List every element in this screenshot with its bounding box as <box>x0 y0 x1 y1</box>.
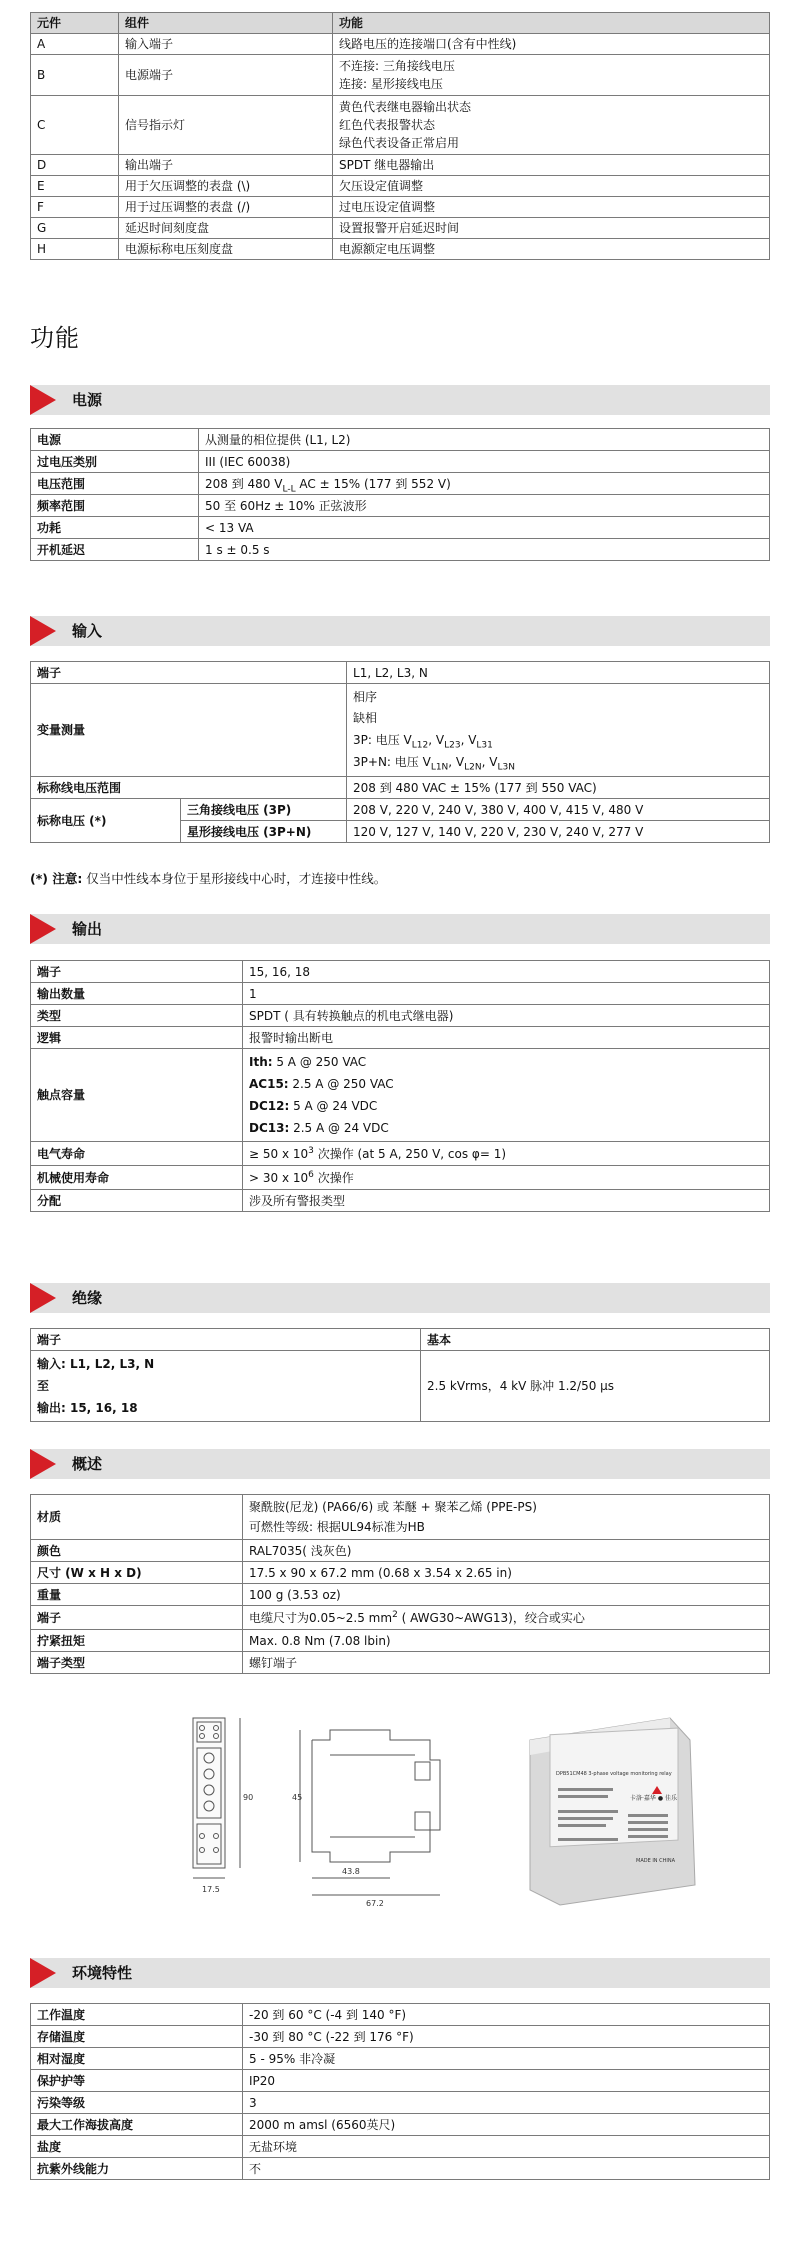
contact-line <box>249 1117 763 1139</box>
func-line: 不连接: 三角接线电压 <box>339 59 455 73</box>
text: , V <box>481 755 498 769</box>
cell-part: 信号指示灯 <box>119 96 333 155</box>
row-label: 电压范围 <box>31 473 199 495</box>
table-row <box>31 799 770 821</box>
subscript: L-L <box>282 483 296 494</box>
ins-line: 至 <box>37 1379 50 1393</box>
row-label: 过电压类别 <box>31 451 199 473</box>
table-row <box>31 2026 770 2048</box>
row-label: 端子类型 <box>31 1652 243 1674</box>
contact-line <box>249 1095 763 1117</box>
red-arrow-icon <box>30 385 56 415</box>
measure-line <box>353 751 763 773</box>
row-label: 标称电压 (*) <box>31 799 181 843</box>
input-table <box>30 661 770 843</box>
row-value: 涉及所有警报类型 <box>243 1190 770 1212</box>
row-value: 不 <box>243 2158 770 2180</box>
func-line: 连接: 星形接线电压 <box>339 77 443 91</box>
table-row <box>31 2114 770 2136</box>
contact-val: 2.5 A @ 250 VAC <box>288 1077 394 1091</box>
table-row <box>31 451 770 473</box>
row-label: 端子 <box>31 662 347 684</box>
cell-func: 欠压设定值调整 <box>333 176 770 197</box>
contact-val: 2.5 A @ 24 VDC <box>289 1121 389 1135</box>
text: ( AWG30~AWG13)，绞合或实心 <box>397 1610 585 1625</box>
col-header: 基本 <box>421 1329 770 1351</box>
text: ≥ 50 x 10 <box>249 1146 309 1161</box>
cell-part: 电源标称电压刻度盘 <box>119 239 333 260</box>
row-label: 逻辑 <box>31 1027 243 1049</box>
table-row <box>31 155 770 176</box>
table-row <box>31 2092 770 2114</box>
page-title: 功能 <box>30 324 80 352</box>
material-line: 聚酰胺(尼龙) (PA66/6) 或 苯醚 + 聚苯乙烯 (PPE-PS) <box>249 1500 537 1514</box>
table-row <box>31 2158 770 2180</box>
cell-id: A <box>31 34 119 55</box>
table-row <box>31 197 770 218</box>
subscript: L23 <box>444 740 461 751</box>
col-header: 元件 <box>31 13 119 34</box>
row-value: 螺钉端子 <box>243 1652 770 1674</box>
row-value: Max. 0.8 Nm (7.08 lbin) <box>243 1630 770 1652</box>
row-label: 输出数量 <box>31 983 243 1005</box>
section-header-output <box>30 914 770 944</box>
row-value: 无盐环境 <box>243 2136 770 2158</box>
table-row <box>31 662 770 684</box>
row-value: 1 s ± 0.5 s <box>199 539 770 561</box>
row-value <box>243 1495 770 1540</box>
row-value: SPDT ( 具有转换触点的机电式继电器) <box>243 1005 770 1027</box>
table-row <box>31 2136 770 2158</box>
text: 次操作 <box>313 1170 354 1185</box>
cell-id: F <box>31 197 119 218</box>
table-row <box>31 1540 770 1562</box>
cell-func: 电源额定电压调整 <box>333 239 770 260</box>
func-line: 黄色代表继电器输出状态 <box>339 100 472 114</box>
insulation-table <box>30 1328 770 1422</box>
table-row <box>31 1606 770 1630</box>
row-label: 开机延迟 <box>31 539 199 561</box>
table-row <box>31 34 770 55</box>
red-arrow-icon <box>30 1449 56 1479</box>
table-row <box>31 2070 770 2092</box>
table-row <box>31 218 770 239</box>
row-label: 污染等级 <box>31 2092 243 2114</box>
row-value: 208 V, 220 V, 240 V, 380 V, 400 V, 415 V, 480 V <box>347 799 770 821</box>
text: 次操作 (at 5 A, 250 V, cos φ= 1) <box>313 1146 507 1161</box>
table-row <box>31 1027 770 1049</box>
cell-part: 输出端子 <box>119 155 333 176</box>
table-row <box>31 961 770 983</box>
superscript: 2 <box>392 1609 398 1620</box>
table-header-row <box>31 13 770 34</box>
func-line: 绿色代表设备正常启用 <box>339 136 460 150</box>
table-row <box>31 1495 770 1540</box>
row-value: -30 到 80 °C (-22 到 176 °F) <box>243 2026 770 2048</box>
cell-part: 用于欠压调整的表盘 (\) <box>119 176 333 197</box>
front-view-drawing <box>193 1718 240 1878</box>
text: , V <box>428 733 445 747</box>
cell-id: C <box>31 96 119 155</box>
overview-table <box>30 1494 770 1674</box>
section-header-insulation <box>30 1283 770 1313</box>
product-brand: 卡洛·嘉华 ● 佳乐 <box>630 1795 677 1802</box>
row-label: 电气寿命 <box>31 1142 243 1166</box>
cell-part: 用于过压调整的表盘 (/) <box>119 197 333 218</box>
row-value: 208 到 480 VAC ± 15% (177 到 550 VAC) <box>347 777 770 799</box>
output-table <box>30 960 770 1212</box>
cell-id: G <box>31 218 119 239</box>
contact-key: Ith: <box>249 1055 273 1069</box>
contact-key: DC12: <box>249 1099 290 1113</box>
row-value: 2.5 kVrms，4 kV 脉冲 1.2/50 μs <box>421 1351 770 1422</box>
red-arrow-icon <box>30 914 56 944</box>
contact-key: AC15: <box>249 1077 289 1091</box>
text: AC ± 15% (177 到 552 V) <box>295 476 451 491</box>
row-value: < 13 VA <box>199 517 770 539</box>
table-row <box>31 176 770 197</box>
section-header-input <box>30 616 770 646</box>
text: , V <box>448 755 465 769</box>
dim-width-label: 17.5 <box>202 1885 220 1894</box>
cell-func: SPDT 继电器输出 <box>333 155 770 176</box>
row-label: 颜色 <box>31 1540 243 1562</box>
row-label: 相对湿度 <box>31 2048 243 2070</box>
product-label-line: DPB51CM48 3-phase voltage monitoring relay <box>556 1771 672 1777</box>
red-arrow-icon <box>30 1958 56 1988</box>
row-label: 盐度 <box>31 2136 243 2158</box>
note-prefix: (*) 注意: <box>30 871 83 886</box>
product-origin: MADE IN CHINA <box>636 1858 676 1864</box>
row-label: 触点容量 <box>31 1049 243 1142</box>
cell-id: D <box>31 155 119 176</box>
section-title: 绝缘 <box>72 1289 103 1307</box>
contact-val: 5 A @ 250 VAC <box>272 1055 367 1069</box>
row-value: 5 - 95% 非冷凝 <box>243 2048 770 2070</box>
side-view-drawing <box>300 1730 440 1895</box>
table-row <box>31 684 770 777</box>
dim-depth2-label: 67.2 <box>366 1899 384 1908</box>
red-arrow-icon <box>30 1283 56 1313</box>
table-row <box>31 96 770 155</box>
table-row <box>31 1049 770 1142</box>
row-label: 尺寸 (W x H x D) <box>31 1562 243 1584</box>
product-photo <box>530 1718 695 1905</box>
table-row <box>31 239 770 260</box>
measure-line: 缺相 <box>353 711 378 725</box>
table-row <box>31 473 770 495</box>
row-label <box>31 1351 421 1422</box>
row-label: 机械使用寿命 <box>31 1166 243 1190</box>
section-header-power <box>30 385 770 415</box>
row-label: 分配 <box>31 1190 243 1212</box>
subscript: L12 <box>411 740 429 751</box>
subscript: L2N <box>464 762 482 773</box>
cell-id: E <box>31 176 119 197</box>
row-label: 电源 <box>31 429 199 451</box>
row-label: 端子 <box>31 1606 243 1630</box>
cell-part: 电源端子 <box>119 55 333 96</box>
cell-id: H <box>31 239 119 260</box>
section-title: 概述 <box>72 1455 103 1473</box>
row-label: 材质 <box>31 1495 243 1540</box>
table-row <box>31 1142 770 1166</box>
component-table <box>30 12 770 260</box>
text: 208 到 480 V <box>205 476 283 491</box>
row-value: 50 至 60Hz ± 10% 正弦波形 <box>199 495 770 517</box>
superscript: 3 <box>308 1145 314 1156</box>
col-header: 组件 <box>119 13 333 34</box>
contact-line <box>249 1073 763 1095</box>
row-label: 抗紫外线能力 <box>31 2158 243 2180</box>
row-label: 拧紧扭矩 <box>31 1630 243 1652</box>
drawing-svg <box>30 1700 770 1930</box>
row-label: 端子 <box>31 961 243 983</box>
table-row <box>31 1166 770 1190</box>
note-body: 仅当中性线本身位于星形接线中心时，才连接中性线。 <box>82 871 387 886</box>
section-title: 输入 <box>72 622 103 640</box>
table-row <box>31 1584 770 1606</box>
section-title: 环境特性 <box>72 1964 133 1982</box>
product-drawings <box>30 1700 770 1930</box>
cell-id: B <box>31 55 119 96</box>
text: > 30 x 10 <box>249 1170 309 1185</box>
row-label: 频率范围 <box>31 495 199 517</box>
row-value: 报警时输出断电 <box>243 1027 770 1049</box>
contact-val: 5 A @ 24 VDC <box>289 1099 378 1113</box>
table-row <box>31 1630 770 1652</box>
text: 电缆尺寸为0.05~2.5 mm <box>249 1610 393 1625</box>
row-value <box>243 1166 770 1190</box>
table-row <box>31 1562 770 1584</box>
row-value: 1 <box>243 983 770 1005</box>
row-value <box>243 1049 770 1142</box>
row-value <box>243 1606 770 1630</box>
environment-table <box>30 2003 770 2180</box>
table-row <box>31 2004 770 2026</box>
measure-line <box>353 729 763 751</box>
table-row <box>31 1652 770 1674</box>
row-value: 15, 16, 18 <box>243 961 770 983</box>
note-text <box>30 869 386 887</box>
ins-line: 输出: 15, 16, 18 <box>37 1401 138 1415</box>
row-value: 17.5 x 90 x 67.2 mm (0.68 x 3.54 x 2.65 in) <box>243 1562 770 1584</box>
cell-func: 线路电压的连接端口(含有中性线) <box>333 34 770 55</box>
row-value: RAL7035( 浅灰色) <box>243 1540 770 1562</box>
cell-part: 延迟时间刻度盘 <box>119 218 333 239</box>
cell-part: 输入端子 <box>119 34 333 55</box>
row-label: 功耗 <box>31 517 199 539</box>
cell-func <box>333 55 770 96</box>
table-row <box>31 55 770 96</box>
row-value: 100 g (3.53 oz) <box>243 1584 770 1606</box>
cell-func: 过电压设定值调整 <box>333 197 770 218</box>
row-label: 标称线电压范围 <box>31 777 347 799</box>
contact-key: DC13: <box>249 1121 290 1135</box>
table-row <box>31 2048 770 2070</box>
row-label: 工作温度 <box>31 2004 243 2026</box>
row-value: 从测量的相位提供 (L1, L2) <box>199 429 770 451</box>
row-sublabel: 星形接线电压 (3P+N) <box>181 821 347 843</box>
superscript: 6 <box>308 1169 314 1180</box>
row-value: 3 <box>243 2092 770 2114</box>
ins-line: 输入: L1, L2, L3, N <box>37 1357 155 1371</box>
text: 3P+N: 电压 V <box>353 755 431 769</box>
section-title: 电源 <box>72 391 103 409</box>
table-row <box>31 1351 770 1422</box>
row-label: 重量 <box>31 1584 243 1606</box>
text: 3P: 电压 V <box>353 733 412 747</box>
table-row <box>31 539 770 561</box>
row-label: 保护护等 <box>31 2070 243 2092</box>
subscript: L1N <box>430 762 449 773</box>
table-row <box>31 1005 770 1027</box>
row-label: 存储温度 <box>31 2026 243 2048</box>
table-row <box>31 495 770 517</box>
dim-depth1-label: 43.8 <box>342 1867 360 1876</box>
row-value: L1, L2, L3, N <box>347 662 770 684</box>
col-header: 功能 <box>333 13 770 34</box>
table-row <box>31 517 770 539</box>
row-value: IP20 <box>243 2070 770 2092</box>
cell-func <box>333 96 770 155</box>
row-value <box>347 684 770 777</box>
row-value <box>199 473 770 495</box>
table-row <box>31 983 770 1005</box>
section-title: 输出 <box>72 920 103 938</box>
contact-line <box>249 1051 763 1073</box>
row-label: 最大工作海拔高度 <box>31 2114 243 2136</box>
section-header-environment <box>30 1958 770 1988</box>
row-value: III (IEC 60038) <box>199 451 770 473</box>
table-header-row <box>31 1329 770 1351</box>
section-header-overview <box>30 1449 770 1479</box>
red-arrow-icon <box>30 616 56 646</box>
row-sublabel: 三角接线电压 (3P) <box>181 799 347 821</box>
row-value: -20 到 60 °C (-4 到 140 °F) <box>243 2004 770 2026</box>
measure-line: 相序 <box>353 690 378 704</box>
col-header: 端子 <box>31 1329 421 1351</box>
table-row <box>31 777 770 799</box>
table-row <box>31 1190 770 1212</box>
func-line: 红色代表报警状态 <box>339 118 436 132</box>
text: , V <box>460 733 477 747</box>
cell-func: 设置报警开启延迟时间 <box>333 218 770 239</box>
subscript: L3N <box>497 762 515 773</box>
table-row <box>31 429 770 451</box>
material-line: 可燃性等级: 根据UL94标准为HB <box>249 1520 425 1534</box>
row-value: 120 V, 127 V, 140 V, 220 V, 230 V, 240 V, 277 V <box>347 821 770 843</box>
power-table <box>30 428 770 561</box>
row-label: 变量测量 <box>31 684 347 777</box>
subscript: L31 <box>476 740 493 751</box>
dim-height-label: 90 <box>243 1793 254 1802</box>
row-label: 类型 <box>31 1005 243 1027</box>
dim-height2-label: 45 <box>292 1793 303 1802</box>
row-value: 2000 m amsl (6560英尺) <box>243 2114 770 2136</box>
row-value <box>243 1142 770 1166</box>
